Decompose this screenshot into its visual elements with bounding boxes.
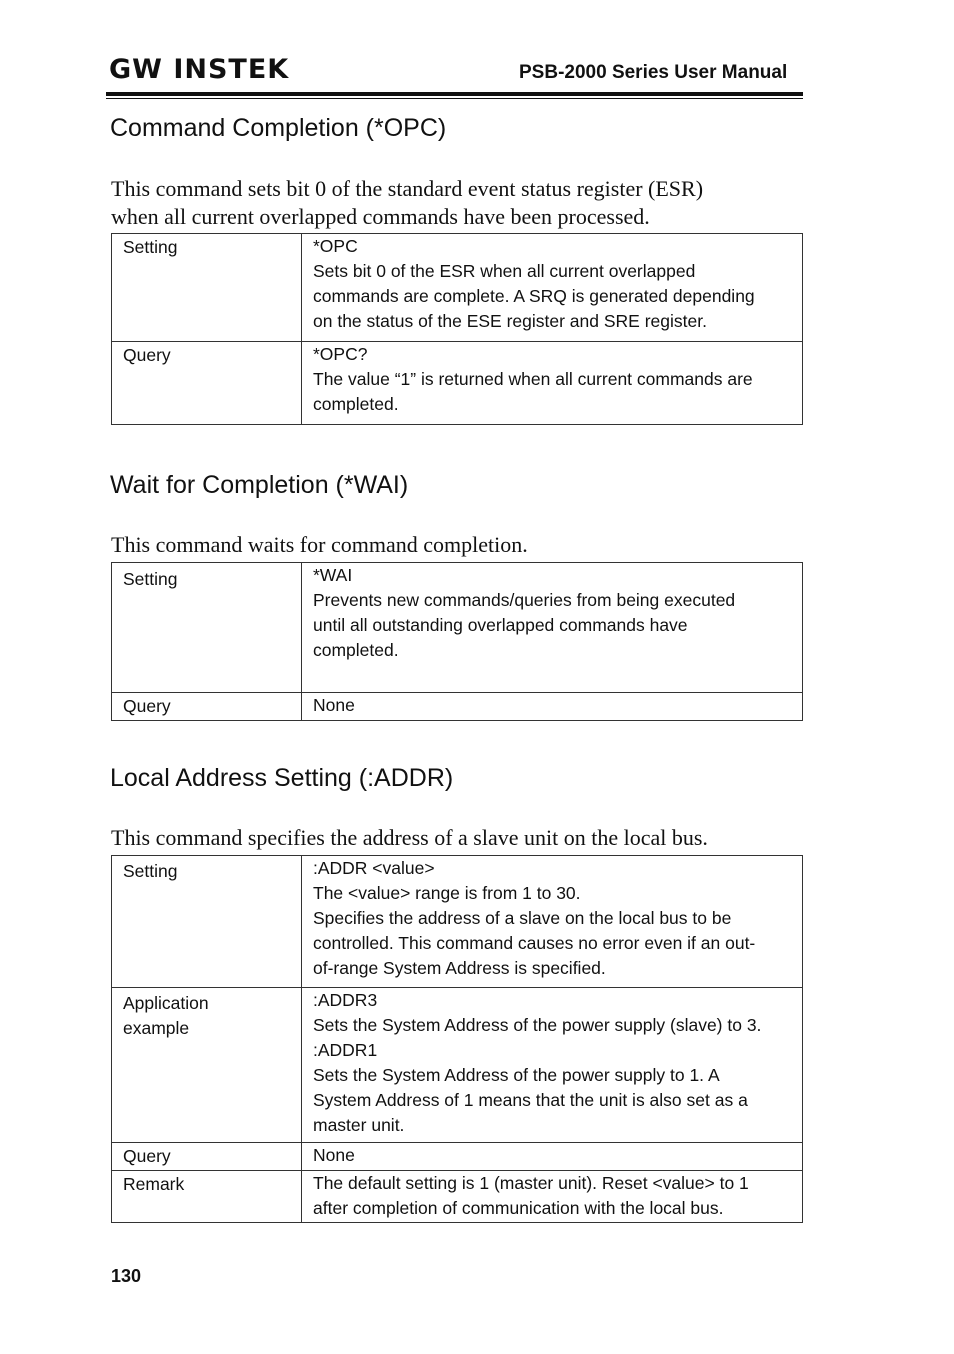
intro-line: This command waits for command completion.: [111, 532, 528, 557]
section-intro-addr: [111, 824, 811, 852]
page-number: 130: [111, 1266, 142, 1286]
value-line: The <value> range is from 1 to 30.: [313, 883, 581, 903]
value-line: None: [313, 1145, 355, 1165]
value-line: *OPC?: [313, 344, 368, 364]
row-label: Query: [112, 693, 302, 721]
section-heading-wai: Wait for Completion (*WAI): [110, 471, 409, 499]
table-row-setting: [112, 563, 803, 693]
value-line: Prevents new commands/queries from being executed: [313, 590, 736, 610]
value-line: after completion of communication with the local bus.: [313, 1198, 724, 1218]
value-line: of-range System Address is specified.: [313, 958, 606, 978]
table-row-application-example: [112, 988, 803, 1143]
row-value: [302, 856, 803, 988]
row-value: [302, 693, 803, 721]
row-label: [112, 988, 302, 1143]
header-rule-thin: [106, 98, 803, 99]
manual-title: PSB-2000 Series User Manual: [519, 62, 788, 83]
header-rule-thick: [106, 92, 803, 96]
value-line: *OPC: [313, 236, 358, 256]
section-heading-opc: Command Completion (*OPC): [110, 114, 447, 142]
row-value: [302, 342, 803, 425]
command-table-wai: [111, 562, 803, 721]
section-heading-addr: Local Address Setting (:ADDR): [110, 764, 454, 792]
value-line: None: [313, 695, 355, 715]
value-line: :ADDR1: [313, 1040, 378, 1060]
row-label: Query: [112, 1143, 302, 1171]
row-value: [302, 234, 803, 342]
value-line: master unit.: [313, 1115, 405, 1135]
row-label: Setting: [112, 563, 302, 693]
value-line: on the status of the ESE register and SRE register.: [313, 311, 707, 331]
command-table-addr: [111, 855, 803, 1223]
intro-line: This command sets bit 0 of the standard event status register (ESR): [111, 176, 704, 201]
table-row-query: [112, 693, 803, 721]
section-intro-opc: [111, 175, 811, 231]
row-label: Query: [112, 342, 302, 425]
table-row-query: [112, 1143, 803, 1171]
row-label: Setting: [112, 234, 302, 342]
value-line: until all outstanding overlapped commands have: [313, 615, 688, 635]
table-row-query: [112, 342, 803, 425]
row-value: [302, 1143, 803, 1171]
row-label: Setting: [112, 856, 302, 988]
brand-logo: GW INSTEK: [109, 54, 290, 85]
value-line: Sets the System Address of the power supply to 1. A: [313, 1065, 720, 1085]
value-line: :ADDR3: [313, 990, 378, 1010]
label-line: Application: [123, 993, 209, 1013]
command-table-opc: [111, 233, 803, 425]
row-value: [302, 1171, 803, 1223]
section-intro-wai: [111, 531, 811, 559]
label-line: example: [123, 1018, 190, 1038]
value-line: commands are complete. A SRQ is generated depending: [313, 286, 755, 306]
value-line: completed.: [313, 640, 399, 660]
value-line: The value “1” is returned when all current commands are: [313, 369, 753, 389]
value-line: Sets bit 0 of the ESR when all current overlapped: [313, 261, 696, 281]
table-row-setting: [112, 856, 803, 988]
row-label: Remark: [112, 1171, 302, 1223]
row-value: [302, 563, 803, 693]
value-line: *WAI: [313, 565, 353, 585]
intro-line: when all current overlapped commands have been processed.: [111, 204, 650, 229]
intro-line: This command specifies the address of a slave unit on the local bus.: [111, 825, 708, 850]
value-line: Specifies the address of a slave on the local bus to be: [313, 908, 732, 928]
value-line: System Address of 1 means that the unit is also set as a: [313, 1090, 748, 1110]
value-line: controlled. This command causes no error even if an out-: [313, 933, 756, 953]
row-value: [302, 988, 803, 1143]
value-line: :ADDR <value>: [313, 858, 435, 878]
table-row-remark: [112, 1171, 803, 1223]
value-line: Sets the System Address of the power supply (slave) to 3.: [313, 1015, 762, 1035]
table-row-setting: [112, 234, 803, 342]
value-line: completed.: [313, 394, 399, 414]
value-line: The default setting is 1 (master unit). Reset <value> to 1: [313, 1173, 749, 1193]
